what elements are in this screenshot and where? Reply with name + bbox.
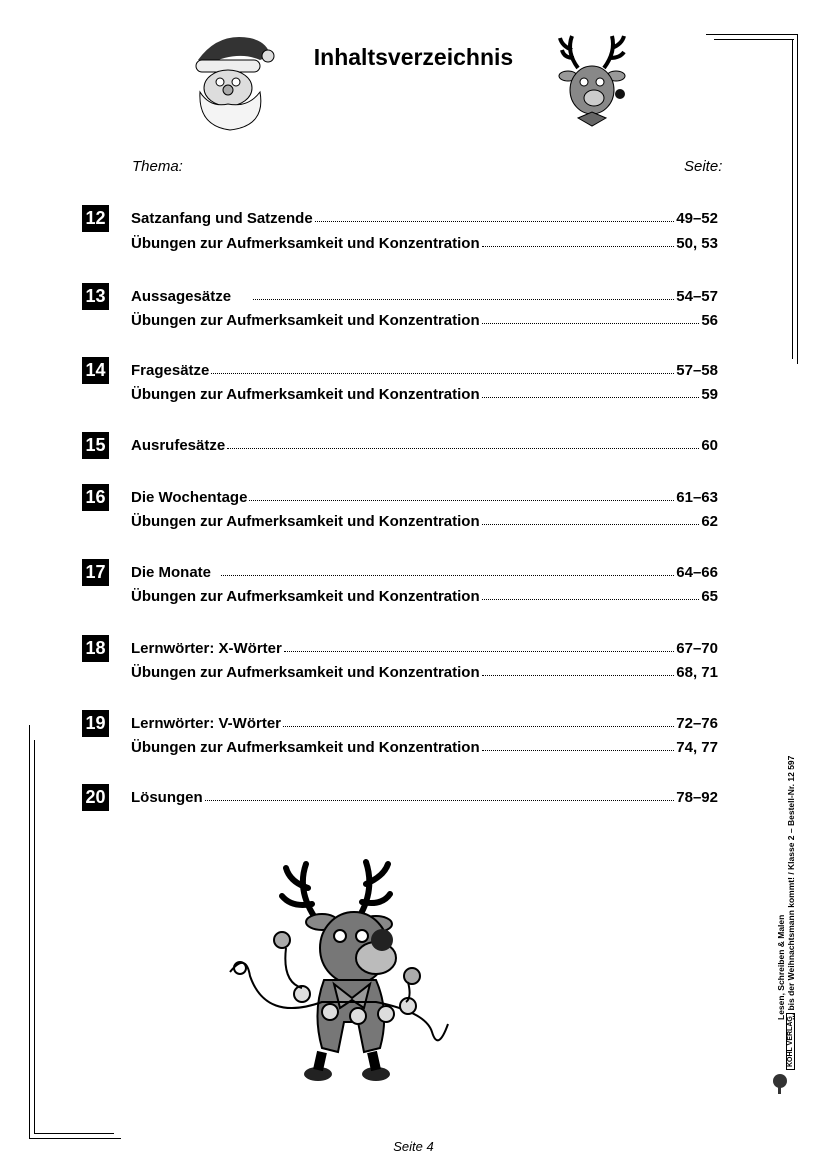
publisher-logo-text: KOHL VERLAG [786, 1013, 795, 1070]
page-number: 54–57 [676, 288, 718, 305]
toc-entry [82, 784, 722, 811]
leader-dots [284, 650, 674, 652]
leader-dots [205, 799, 675, 801]
toc-line[interactable] [131, 205, 718, 227]
toc-label: Übungen zur Aufmerksamkeit und Konzentration [131, 386, 480, 403]
toc-line[interactable] [131, 381, 718, 403]
chapter-number: 12 [82, 205, 109, 232]
frame-top-right-v1 [797, 34, 798, 364]
page-number: 72–76 [676, 715, 718, 732]
side-imprint [776, 700, 806, 1020]
page-number: 68, 71 [676, 664, 718, 681]
page-number: 65 [701, 588, 718, 605]
leader-dots [221, 574, 674, 576]
chapter-number: 13 [82, 283, 109, 310]
side-imprint-line2: ... bis der Weihnachtsmann kommt! / Klasse 2 – Bestell-Nr. 12 597 [786, 755, 796, 1020]
toc-entry [82, 710, 722, 760]
toc-line[interactable] [131, 283, 718, 305]
page-number: 56 [701, 312, 718, 329]
page-number: 64–66 [676, 564, 718, 581]
toc-label: Lernwörter: X-Wörter [131, 640, 282, 657]
leader-dots [253, 298, 674, 300]
side-imprint-line1: Lesen, Schreiben & Malen [776, 914, 786, 1020]
frame-bottom-left-v2 [34, 740, 35, 1134]
toc-entry [82, 205, 722, 255]
page-number: 59 [701, 386, 718, 403]
toc-line[interactable] [131, 357, 718, 379]
page-number: 60 [701, 437, 718, 454]
column-heading-page: Seite: [684, 158, 723, 175]
toc-label: Lösungen [131, 789, 203, 806]
frame-top-right-v2 [792, 39, 793, 359]
page-number: 62 [701, 513, 718, 530]
leader-dots [482, 749, 675, 751]
frame-top-right-h1 [706, 34, 798, 35]
toc-line[interactable] [131, 230, 718, 252]
publisher-logo [768, 1016, 802, 1096]
toc-line[interactable] [131, 559, 718, 581]
toc-entry [82, 635, 722, 685]
chapter-number: 16 [82, 484, 109, 511]
toc-entry [82, 432, 722, 459]
toc-line[interactable] [131, 784, 718, 806]
toc-line[interactable] [131, 734, 718, 756]
reindeer-garland-illustration [226, 852, 454, 1088]
leader-dots [227, 447, 699, 449]
toc-line[interactable] [131, 659, 718, 681]
frame-bottom-left-v1 [29, 725, 30, 1139]
leader-dots [482, 598, 700, 600]
leader-dots [249, 499, 674, 501]
leader-dots [482, 245, 675, 247]
toc-label: Fragesätze [131, 362, 210, 379]
toc-entry [82, 559, 722, 609]
frame-top-right-h2 [714, 39, 794, 40]
page-number: 61–63 [676, 489, 718, 506]
chapter-number: 18 [82, 635, 109, 662]
leader-dots [283, 725, 674, 727]
tree-icon [768, 1072, 790, 1094]
toc-line[interactable] [131, 635, 718, 657]
toc-line[interactable] [131, 484, 718, 506]
toc-label: Ausrufesätze [131, 437, 226, 454]
toc-line[interactable] [131, 710, 718, 732]
toc-line[interactable] [131, 432, 718, 454]
page-number: 50, 53 [676, 235, 718, 252]
toc-label: Übungen zur Aufmerksamkeit und Konzentration [131, 235, 480, 252]
toc-line[interactable] [131, 583, 718, 605]
page-number: 57–58 [676, 362, 718, 379]
toc-label: Die Monate [131, 564, 212, 581]
toc-label: Übungen zur Aufmerksamkeit und Konzentration [131, 588, 480, 605]
toc-label: Lernwörter: V-Wörter [131, 715, 282, 732]
toc-label: Übungen zur Aufmerksamkeit und Konzentration [131, 739, 480, 756]
leader-dots [482, 523, 700, 525]
leader-dots [211, 372, 674, 374]
side-imprint-text [776, 756, 796, 1020]
chapter-number: 19 [82, 710, 109, 737]
chapter-number: 15 [82, 432, 109, 459]
leader-dots [315, 220, 675, 222]
frame-bottom-left-h2 [34, 1133, 114, 1134]
toc-line[interactable] [131, 508, 718, 530]
chapter-number: 14 [82, 357, 109, 384]
toc-label: Satzanfang und Satzende [131, 210, 313, 227]
page-number: 78–92 [676, 789, 718, 806]
leader-dots [482, 396, 700, 398]
column-heading-topic: Thema: [132, 158, 183, 175]
toc-label: Übungen zur Aufmerksamkeit und Konzentration [131, 664, 480, 681]
page-title: Inhaltsverzeichnis [313, 44, 514, 70]
toc-label: Die Wochentage [131, 489, 248, 506]
toc-line[interactable] [131, 307, 718, 329]
leader-dots [482, 674, 675, 676]
toc-entry [82, 357, 722, 407]
page-number: 67–70 [676, 640, 718, 657]
leader-dots [482, 322, 700, 324]
toc-label: Aussagesätze [131, 288, 232, 305]
page-number: 74, 77 [676, 739, 718, 756]
chapter-number: 20 [82, 784, 109, 811]
page-footer: Seite 4 [393, 1139, 434, 1154]
page-number: 49–52 [676, 210, 718, 227]
chapter-number: 17 [82, 559, 109, 586]
toc-label: Übungen zur Aufmerksamkeit und Konzentration [131, 513, 480, 530]
toc-label: Übungen zur Aufmerksamkeit und Konzentration [131, 312, 480, 329]
toc-entry [82, 484, 722, 534]
toc-entry [82, 283, 722, 333]
